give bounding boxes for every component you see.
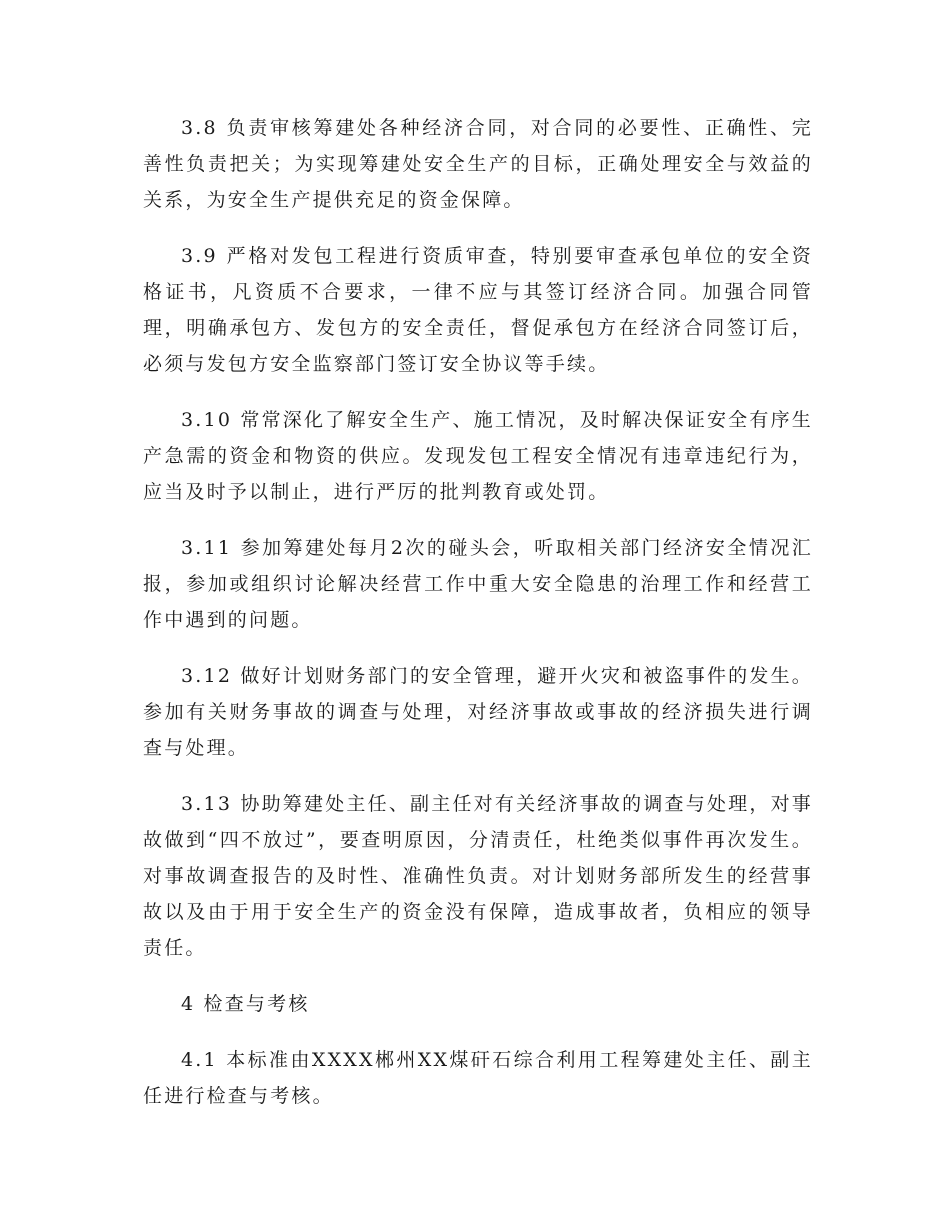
paragraph-4-1: 4.1 本标准由XXXX郴州XX煤矸石综合利用工程筹建处主任、副主任进行检查与考核。 [143,1049,813,1107]
paragraph-3-8: 3.8 负责审核筹建处各种经济合同，对合同的必要性、正确性、完善性负责把关；为实现筹建处安全生产的目标，正确处理安全与效益的关系，为安全生产提供充足的资金保障。 [143,117,813,211]
paragraph-3-12: 3.12 做好计划财务部门的安全管理，避开火灾和被盗事件的发生。参加有关财务事故的调查与处理，对经济事故或事故的经济损失进行调查与处理。 [143,665,813,759]
paragraph-3-9: 3.9 严格对发包工程进行资质审查，特别要审查承包单位的安全资格证书，凡资质不合要求，一律不应与其签订经济合同。加强合同管理，明确承包方、发包方的安全责任，督促承包方在经济合同签订后，必须与发包方安全监察部门签订安全协议等手续。 [143,245,813,375]
document-body [143,110,813,1134]
paragraph-3-10: 3.10 常常深化了解安全生产、施工情况，及时解决保证安全有序生产急需的资金和物资的供应。发现发包工程安全情况有违章违纪行为，应当及时予以制止，进行严厉的批判教育或处罚。 [143,409,813,503]
section-heading-4: 4 检查与考核 [181,993,310,1015]
paragraph-3-13: 3.13 协助筹建处主任、副主任对有关经济事故的调查与处理，对事故做到“四不放过”，要查明原因，分清责任，杜绝类似事件再次发生。对事故调查报告的及时性、准确性负责。对计划财务部所发生的经营事故以及由于用于安全生产的资金没有保障，造成事故者，负相应的领导责任。 [143,793,813,959]
paragraph-3-11: 3.11 参加筹建处每月2次的碰头会，听取相关部门经济安全情况汇报，参加或组织讨论解决经营工作中重大安全隐患的治理工作和经营工作中遇到的问题。 [143,537,813,631]
